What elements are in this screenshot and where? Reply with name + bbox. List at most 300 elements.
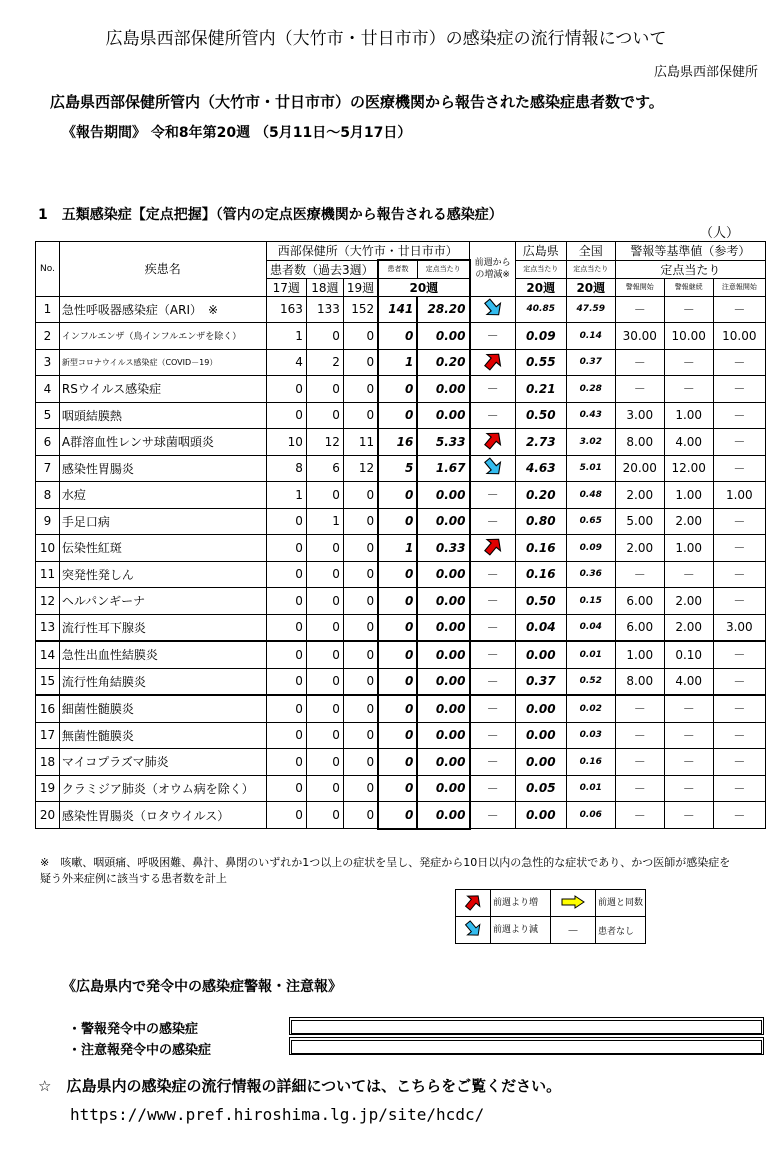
alert-start: 6.00 — [615, 614, 664, 641]
per-site-w20: 0.00 — [417, 668, 469, 695]
per-site-w20: 0.00 — [417, 749, 469, 776]
disease-name: ヘルパンギーナ — [59, 588, 266, 615]
nat-per-site: 0.52 — [566, 668, 615, 695]
count-w20: 0 — [378, 561, 417, 588]
advisory-start: － — [713, 349, 765, 376]
per-site-w20: 0.00 — [417, 588, 469, 615]
count-w18: 0 — [306, 482, 343, 509]
down-arrow-icon — [482, 298, 504, 318]
alert-cont: － — [664, 376, 713, 403]
trend-cell: － — [470, 588, 516, 615]
advisory-label: ・注意報発令中の感染症 — [68, 1043, 212, 1058]
advisory-start: － — [713, 429, 765, 456]
table-row — [36, 455, 766, 482]
count-w19: 0 — [343, 376, 378, 403]
trend-cell: － — [470, 668, 516, 695]
count-w18: 0 — [306, 614, 343, 641]
pref-per-site: 40.85 — [515, 296, 566, 323]
trend-cell: － — [470, 482, 516, 509]
per-site-w20: 0.00 — [417, 561, 469, 588]
pref-per-site: 0.21 — [515, 376, 566, 403]
col-national: 全国 — [566, 242, 615, 261]
count-w19: 0 — [343, 402, 378, 429]
count-w20: 0 — [378, 614, 417, 641]
disease-name: 感染性胃腸炎 — [59, 455, 266, 482]
more-info: ☆ 広島県内の感染症の流行情報の詳細については、こちらをご覧ください。 — [38, 1077, 562, 1095]
count-w18: 0 — [306, 641, 343, 668]
row-no: 1 — [36, 296, 60, 323]
alert-value — [291, 1020, 762, 1034]
count-w20: 0 — [378, 749, 417, 776]
pref-per-site: 0.16 — [515, 561, 566, 588]
table-row — [36, 641, 766, 668]
disease-name: 細菌性髄膜炎 — [59, 695, 266, 722]
count-w20: 0 — [378, 402, 417, 429]
alert-start: 8.00 — [615, 429, 664, 456]
count-w17: 0 — [266, 775, 306, 802]
alert-start: － — [615, 376, 664, 403]
per-site-w20: 0.00 — [417, 695, 469, 722]
alert-cont: 4.00 — [664, 668, 713, 695]
count-w17: 8 — [266, 455, 306, 482]
per-site-w20: 0.33 — [417, 535, 469, 562]
up-arrow-icon — [482, 430, 504, 450]
count-w20: 1 — [378, 535, 417, 562]
alert-start: 30.00 — [615, 323, 664, 350]
alert-start: 3.00 — [615, 402, 664, 429]
count-w18: 1 — [306, 508, 343, 535]
row-no: 12 — [36, 588, 60, 615]
col-alert: 警報等基準値（参考） — [615, 242, 765, 261]
disease-name: マイコプラズマ肺炎 — [59, 749, 266, 776]
advisory-start: － — [713, 802, 765, 829]
disease-name: A群溶血性レンサ球菌咽頭炎 — [59, 429, 266, 456]
col-disease: 疾患名 — [59, 242, 266, 297]
count-w19: 12 — [343, 455, 378, 482]
legend-up: 前週より増 — [491, 890, 551, 917]
alert-start: － — [615, 561, 664, 588]
count-w18: 0 — [306, 668, 343, 695]
count-w19: 0 — [343, 695, 378, 722]
table-row — [36, 296, 766, 323]
count-w20: 5 — [378, 455, 417, 482]
count-w19: 0 — [343, 588, 378, 615]
alert-cont: 10.00 — [664, 323, 713, 350]
col-per-site: 定点当たり — [417, 260, 469, 278]
disease-name: インフルエンザ（鳥インフルエンザを除く） — [59, 323, 266, 350]
per-site-w20: 0.00 — [417, 802, 469, 829]
advisory-start: － — [713, 508, 765, 535]
alert-start: － — [615, 722, 664, 749]
trend-cell: － — [470, 802, 516, 829]
nat-per-site: 5.01 — [566, 455, 615, 482]
count-w19: 0 — [343, 722, 378, 749]
pref-per-site: 0.20 — [515, 482, 566, 509]
count-w19: 0 — [343, 323, 378, 350]
right-arrow-icon — [551, 890, 596, 917]
count-w17: 0 — [266, 641, 306, 668]
count-w17: 0 — [266, 535, 306, 562]
alert-cont: － — [664, 296, 713, 323]
trend-cell: － — [470, 323, 516, 350]
disease-name: RSウイルス感染症 — [59, 376, 266, 403]
count-w17: 0 — [266, 668, 306, 695]
nat-per-site: 0.01 — [566, 641, 615, 668]
pref-per-site: 0.05 — [515, 775, 566, 802]
count-w17: 0 — [266, 508, 306, 535]
col-alert-start: 警報開始 — [615, 278, 664, 296]
table-row — [36, 588, 766, 615]
count-w17: 0 — [266, 561, 306, 588]
alert-cont: － — [664, 695, 713, 722]
count-w17: 0 — [266, 722, 306, 749]
row-no: 6 — [36, 429, 60, 456]
count-w17: 0 — [266, 802, 306, 829]
table-row — [36, 349, 766, 376]
alert-cont: 1.00 — [664, 535, 713, 562]
trend-cell — [470, 296, 516, 323]
table-row — [36, 508, 766, 535]
trend-cell: － — [470, 722, 516, 749]
count-w18: 0 — [306, 722, 343, 749]
disease-name: 伝染性紅斑 — [59, 535, 266, 562]
alert-cont: 4.00 — [664, 429, 713, 456]
count-w18: 0 — [306, 402, 343, 429]
count-w17: 0 — [266, 588, 306, 615]
nat-per-site: 0.28 — [566, 376, 615, 403]
page-title: 広島県西部保健所管内（大竹市・廿日市市）の感染症の流行情報について — [105, 29, 667, 49]
count-w17: 0 — [266, 402, 306, 429]
disease-name: 流行性耳下腺炎 — [59, 614, 266, 641]
alert-start: 2.00 — [615, 482, 664, 509]
row-no: 13 — [36, 614, 60, 641]
disease-name: 突発性発しん — [59, 561, 266, 588]
table-row — [36, 722, 766, 749]
col-w20-pref: 20週 — [515, 278, 566, 296]
count-w20: 0 — [378, 802, 417, 829]
count-w19: 0 — [343, 668, 378, 695]
trend-cell — [470, 349, 516, 376]
trend-cell — [470, 455, 516, 482]
footnote: ※ 咳嗽、咽頭痛、呼吸困難、鼻汁、鼻閉のいずれか1つ以上の症状を呈し、発症から10日以内の急性的な症状であり、かつ医師が感染症を疑う外来症例に該当する患者数を計上 — [40, 856, 731, 885]
count-w19: 0 — [343, 802, 378, 829]
alert-cont: 1.00 — [664, 482, 713, 509]
info-link[interactable]: https://www.pref.hiroshima.lg.jp/site/hcdc/ — [70, 1105, 485, 1124]
count-w20: 0 — [378, 695, 417, 722]
row-no: 8 — [36, 482, 60, 509]
count-w20: 16 — [378, 429, 417, 456]
alert-start: － — [615, 349, 664, 376]
count-w17: 4 — [266, 349, 306, 376]
alert-cont: － — [664, 775, 713, 802]
legend-down: 前週より減 — [491, 917, 551, 944]
count-w19: 0 — [343, 482, 378, 509]
advisory-start: － — [713, 455, 765, 482]
per-site-w20: 0.00 — [417, 482, 469, 509]
advisory-start: － — [713, 641, 765, 668]
per-site-w20: 1.67 — [417, 455, 469, 482]
per-site-w20: 0.00 — [417, 722, 469, 749]
count-w18: 2 — [306, 349, 343, 376]
report-period: 《報告期間》 令和8年第20週 （5月11日～5月17日） — [62, 125, 412, 141]
per-site-w20: 0.00 — [417, 508, 469, 535]
nat-per-site: 0.02 — [566, 695, 615, 722]
count-w20: 0 — [378, 641, 417, 668]
count-w17: 0 — [266, 749, 306, 776]
table-row — [36, 323, 766, 350]
per-site-w20: 0.00 — [417, 614, 469, 641]
alert-start: 20.00 — [615, 455, 664, 482]
table-row — [36, 775, 766, 802]
pref-per-site: 0.09 — [515, 323, 566, 350]
per-site-w20: 28.20 — [417, 296, 469, 323]
nat-per-site: 0.37 — [566, 349, 615, 376]
disease-name: 水痘 — [59, 482, 266, 509]
col-per-site-nat: 定点当たり — [566, 260, 615, 278]
count-w19: 0 — [343, 349, 378, 376]
count-w20: 0 — [378, 722, 417, 749]
count-w18: 12 — [306, 429, 343, 456]
per-site-w20: 0.20 — [417, 349, 469, 376]
advisory-box — [289, 1037, 764, 1055]
row-no: 5 — [36, 402, 60, 429]
row-no: 16 — [36, 695, 60, 722]
advisory-start: － — [713, 561, 765, 588]
disease-name: 無菌性髄膜炎 — [59, 722, 266, 749]
count-w17: 10 — [266, 429, 306, 456]
pref-per-site: 0.00 — [515, 749, 566, 776]
advisory-start: － — [713, 402, 765, 429]
col-west: 西部保健所（大竹市・廿日市市） — [266, 242, 469, 261]
up-arrow-icon — [456, 890, 491, 917]
table-row — [36, 695, 766, 722]
disease-name: 感染性胃腸炎（ロタウイルス） — [59, 802, 266, 829]
col-advisory: 注意報開始 — [713, 278, 765, 296]
alert-start: － — [615, 296, 664, 323]
count-w19: 0 — [343, 535, 378, 562]
alert-box — [289, 1017, 764, 1035]
pref-per-site: 0.00 — [515, 641, 566, 668]
nat-per-site: 0.03 — [566, 722, 615, 749]
pref-per-site: 2.73 — [515, 429, 566, 456]
nat-per-site: 0.09 — [566, 535, 615, 562]
count-w17: 163 — [266, 296, 306, 323]
disease-name: 流行性角結膜炎 — [59, 668, 266, 695]
alert-cont: 1.00 — [664, 402, 713, 429]
count-w20: 0 — [378, 588, 417, 615]
table-row — [36, 482, 766, 509]
count-w20: 0 — [378, 668, 417, 695]
nat-per-site: 0.06 — [566, 802, 615, 829]
nat-per-site: 0.43 — [566, 402, 615, 429]
alert-start: 2.00 — [615, 535, 664, 562]
trend-cell — [470, 429, 516, 456]
nat-per-site: 0.48 — [566, 482, 615, 509]
alert-start: 5.00 — [615, 508, 664, 535]
trend-cell: － — [470, 561, 516, 588]
col-per-site-pref: 定点当たり — [515, 260, 566, 278]
count-w18: 0 — [306, 802, 343, 829]
trend-cell: － — [470, 402, 516, 429]
pref-per-site: 0.50 — [515, 588, 566, 615]
disease-name: クラミジア肺炎（オウム病を除く） — [59, 775, 266, 802]
advisory-start: 3.00 — [713, 614, 765, 641]
trend-cell — [470, 535, 516, 562]
count-w18: 0 — [306, 775, 343, 802]
count-w20: 141 — [378, 296, 417, 323]
count-w18: 133 — [306, 296, 343, 323]
alert-start: － — [615, 695, 664, 722]
row-no: 9 — [36, 508, 60, 535]
advisory-start: 1.00 — [713, 482, 765, 509]
table-row — [36, 376, 766, 403]
legend-none-mark: － — [551, 917, 596, 944]
alert-cont: 2.00 — [664, 588, 713, 615]
advisory-start: － — [713, 296, 765, 323]
disease-name: 急性出血性結膜炎 — [59, 641, 266, 668]
alert-start: － — [615, 802, 664, 829]
pref-per-site: 0.50 — [515, 402, 566, 429]
nat-per-site: 3.02 — [566, 429, 615, 456]
row-no: 10 — [36, 535, 60, 562]
pref-per-site: 0.80 — [515, 508, 566, 535]
table-row — [36, 535, 766, 562]
count-w18: 0 — [306, 695, 343, 722]
alert-start: － — [615, 749, 664, 776]
count-w18: 6 — [306, 455, 343, 482]
nat-per-site: 0.36 — [566, 561, 615, 588]
pref-per-site: 0.37 — [515, 668, 566, 695]
advisory-start: － — [713, 668, 765, 695]
disease-name: 咽頭結膜熱 — [59, 402, 266, 429]
count-w20: 0 — [378, 376, 417, 403]
count-w20: 0 — [378, 508, 417, 535]
count-w17: 1 — [266, 323, 306, 350]
pref-per-site: 0.55 — [515, 349, 566, 376]
alert-cont: 2.00 — [664, 614, 713, 641]
count-w19: 0 — [343, 641, 378, 668]
col-no: No. — [36, 242, 60, 297]
alerts-heading: 《広島県内で発令中の感染症警報・注意報》 — [62, 979, 342, 995]
count-w19: 152 — [343, 296, 378, 323]
count-w18: 0 — [306, 561, 343, 588]
legend — [455, 889, 646, 944]
count-w17: 1 — [266, 482, 306, 509]
col-pref: 広島県 — [515, 242, 566, 261]
col-w17: 17週 — [266, 278, 306, 296]
row-no: 14 — [36, 641, 60, 668]
alert-cont: － — [664, 802, 713, 829]
nat-per-site: 0.65 — [566, 508, 615, 535]
table-row — [36, 802, 766, 829]
count-w17: 0 — [266, 695, 306, 722]
count-w18: 0 — [306, 749, 343, 776]
table-row — [36, 668, 766, 695]
alert-start: 8.00 — [615, 668, 664, 695]
count-w20: 0 — [378, 775, 417, 802]
trend-cell: － — [470, 508, 516, 535]
pref-per-site: 0.04 — [515, 614, 566, 641]
col-alert-per-site: 定点当たり — [615, 260, 765, 278]
table-row — [36, 749, 766, 776]
col-w20: 20週 — [378, 278, 469, 296]
col-change: 前週からの増減※ — [470, 242, 516, 297]
row-no: 19 — [36, 775, 60, 802]
legend-none: 患者なし — [596, 917, 646, 944]
alert-cont: － — [664, 749, 713, 776]
col-w19: 19週 — [343, 278, 378, 296]
trend-cell: － — [470, 641, 516, 668]
per-site-w20: 5.33 — [417, 429, 469, 456]
col-w18: 18週 — [306, 278, 343, 296]
legend-same: 前週と同数 — [596, 890, 646, 917]
count-w20: 0 — [378, 323, 417, 350]
trend-cell: － — [470, 775, 516, 802]
nat-per-site: 0.01 — [566, 775, 615, 802]
col-patients: 患者数 — [378, 260, 417, 278]
count-w20: 0 — [378, 482, 417, 509]
nat-per-site: 0.15 — [566, 588, 615, 615]
count-w19: 0 — [343, 561, 378, 588]
table-row — [36, 561, 766, 588]
advisory-value — [291, 1040, 762, 1054]
row-no: 7 — [36, 455, 60, 482]
col-past: 患者数（過去3週） — [266, 260, 378, 278]
count-w19: 0 — [343, 614, 378, 641]
trend-cell: － — [470, 749, 516, 776]
alert-start: 1.00 — [615, 641, 664, 668]
count-w19: 0 — [343, 749, 378, 776]
pref-per-site: 0.00 — [515, 722, 566, 749]
advisory-start: － — [713, 749, 765, 776]
nat-per-site: 0.14 — [566, 323, 615, 350]
row-no: 20 — [36, 802, 60, 829]
pref-per-site: 0.00 — [515, 802, 566, 829]
organization: 広島県西部保健所 — [653, 65, 758, 80]
row-no: 11 — [36, 561, 60, 588]
count-w19: 11 — [343, 429, 378, 456]
alert-cont: 0.10 — [664, 641, 713, 668]
advisory-start: 10.00 — [713, 323, 765, 350]
advisory-start: － — [713, 588, 765, 615]
disease-name: 手足口病 — [59, 508, 266, 535]
count-w18: 0 — [306, 535, 343, 562]
table-row — [36, 614, 766, 641]
pref-per-site: 0.00 — [515, 695, 566, 722]
advisory-start: － — [713, 535, 765, 562]
section-title: 1 五類感染症【定点把握】（管内の定点医療機関から報告される感染症） — [38, 207, 503, 223]
advisory-start: － — [713, 722, 765, 749]
row-no: 17 — [36, 722, 60, 749]
count-w18: 0 — [306, 588, 343, 615]
count-w19: 0 — [343, 508, 378, 535]
nat-per-site: 0.16 — [566, 749, 615, 776]
table-row — [36, 402, 766, 429]
lead-text: 広島県西部保健所管内（大竹市・廿日市市）の医療機関から報告された感染症患者数です。 — [50, 93, 664, 111]
row-no: 15 — [36, 668, 60, 695]
alert-cont: － — [664, 561, 713, 588]
nat-per-site: 0.04 — [566, 614, 615, 641]
pref-per-site: 0.16 — [515, 535, 566, 562]
row-no: 3 — [36, 349, 60, 376]
alert-cont: － — [664, 349, 713, 376]
per-site-w20: 0.00 — [417, 775, 469, 802]
alert-start: 6.00 — [615, 588, 664, 615]
alert-cont: 2.00 — [664, 508, 713, 535]
up-arrow-icon — [482, 536, 504, 556]
nat-per-site: 47.59 — [566, 296, 615, 323]
alert-label: ・警報発令中の感染症 — [68, 1022, 199, 1037]
